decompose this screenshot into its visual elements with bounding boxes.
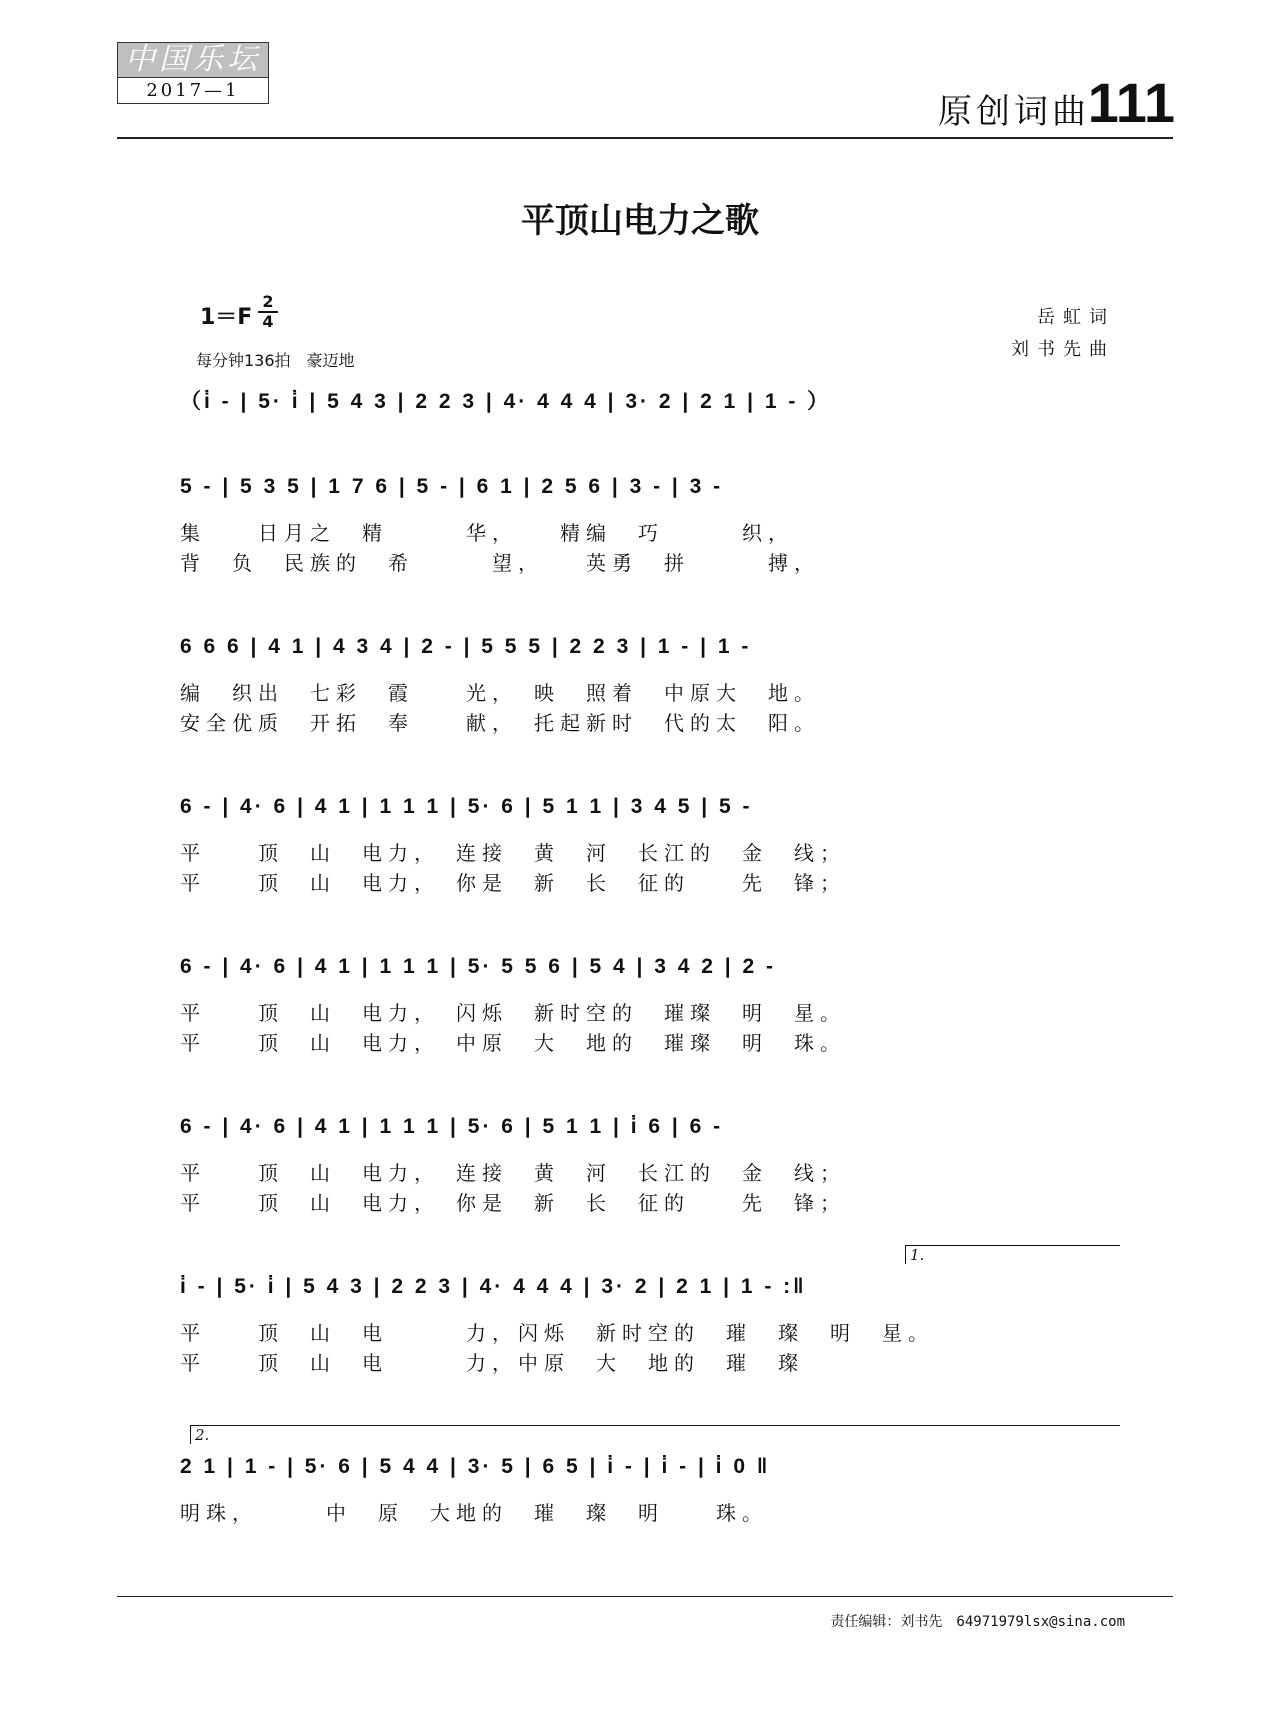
notation-line: 6 6 6 | 4 1 | 4 3 4 | 2 - | 5 5 5 | 2 2 3 | 1 - | 1 - (180, 635, 752, 658)
volta-bracket: 2. (190, 1425, 1120, 1444)
lyric-line: 平 顶 山 电力， 连接 黄 河 长江的 金 线； (180, 841, 846, 865)
lyric-line: 平 顶 山 电力， 你是 新 长 征的 先 锋； (180, 871, 846, 895)
section-label: 原创词曲 (938, 92, 1090, 132)
footer-rule (117, 1596, 1173, 1597)
notation-line: 6 - | 4· 6 | 4 1 | 1 1 1 | 5· 5 5 6 | 5 4 | 3 4 2 | 2 - (180, 955, 777, 978)
key-signature: 1＝F (200, 305, 253, 330)
lyric-line: 安全优质 开拓 奉 献， 托起新时 代的太 阳。 (180, 711, 820, 735)
lyric-line: 平 顶 山 电力， 你是 新 长 征的 先 锋； (180, 1191, 846, 1215)
time-signature (258, 293, 278, 331)
lyric-line: 编 织出 七彩 霞 光， 映 照着 中原大 地。 (180, 681, 820, 705)
lyric-line: 明珠， 中 原 大地的 璀 璨 明 珠。 (180, 1501, 768, 1525)
lyric-line: 平 顶 山 电力， 闪烁 新时空的 璀璨 明 星。 (180, 1001, 846, 1025)
composer-credit: 刘书先曲 (1011, 339, 1115, 360)
notation-line: 6 - | 4· 6 | 4 1 | 1 1 1 | 5· 6 | 5 1 1 | 3 4 5 | 5 - (180, 795, 753, 818)
lyric-line: 平 顶 山 电 力，闪烁 新时空的 璀 璨 明 星。 (180, 1321, 934, 1345)
header-rule (117, 137, 1173, 139)
tempo-marking: 每分钟136拍 豪迈地 (196, 351, 355, 370)
volta-bracket: 1. (905, 1245, 1120, 1264)
issue-number: 2017—1 (118, 77, 268, 104)
lyric-line: 平 顶 山 电 力，中原 大 地的 璀 璨 (180, 1351, 804, 1375)
notation-line: 5 - | 5 3 5 | 1 7 6 | 5 - | 6 1 | 2 5 6 | 3 - | 3 - (180, 475, 724, 498)
lyric-line: 集 日月之 精 华， 精编 巧 织， (180, 521, 794, 545)
lyric-line: 平 顶 山 电力， 连接 黄 河 长江的 金 线； (180, 1161, 846, 1185)
lyric-line: 背 负 民族的 希 望， 英勇 拼 搏， (180, 551, 820, 575)
song-title: 平顶山电力之歌 (521, 201, 759, 241)
page-number: 111 (1087, 71, 1175, 134)
notation-line: i̇ - | 5· i̇ | 5 4 3 | 2 2 3 | 4· 4 4 4 | 3· 2 | 2 1 | 1 - :‖ (180, 1275, 807, 1298)
meter-top: 2 (262, 292, 274, 311)
meter-bottom: 4 (258, 311, 278, 331)
notation-line: （i̇ - | 5· i̇ | 5 4 3 | 2 2 3 | 4· 4 4 4 | 3· 2 | 2 1 | 1 - ） (180, 390, 832, 413)
lyricist-credit: 岳虹词 (1037, 307, 1115, 328)
editor-credit: 责任编辑：刘书先 64971979lsx@sina.com (830, 1614, 1125, 1630)
lyric-line: 平 顶 山 电力， 中原 大 地的 璀璨 明 珠。 (180, 1031, 846, 1055)
logo-title: 中国乐坛 (118, 43, 268, 77)
magazine-logo (117, 42, 269, 104)
notation-line: 6 - | 4· 6 | 4 1 | 1 1 1 | 5· 6 | 5 1 1 | i̇ 6 | 6 - (180, 1115, 724, 1138)
notation-line: 2 1 | 1 - | 5· 6 | 5 4 4 | 3· 5 | 6 5 | i̇ - | i̇ - | i̇ 0 ‖ (180, 1455, 771, 1478)
